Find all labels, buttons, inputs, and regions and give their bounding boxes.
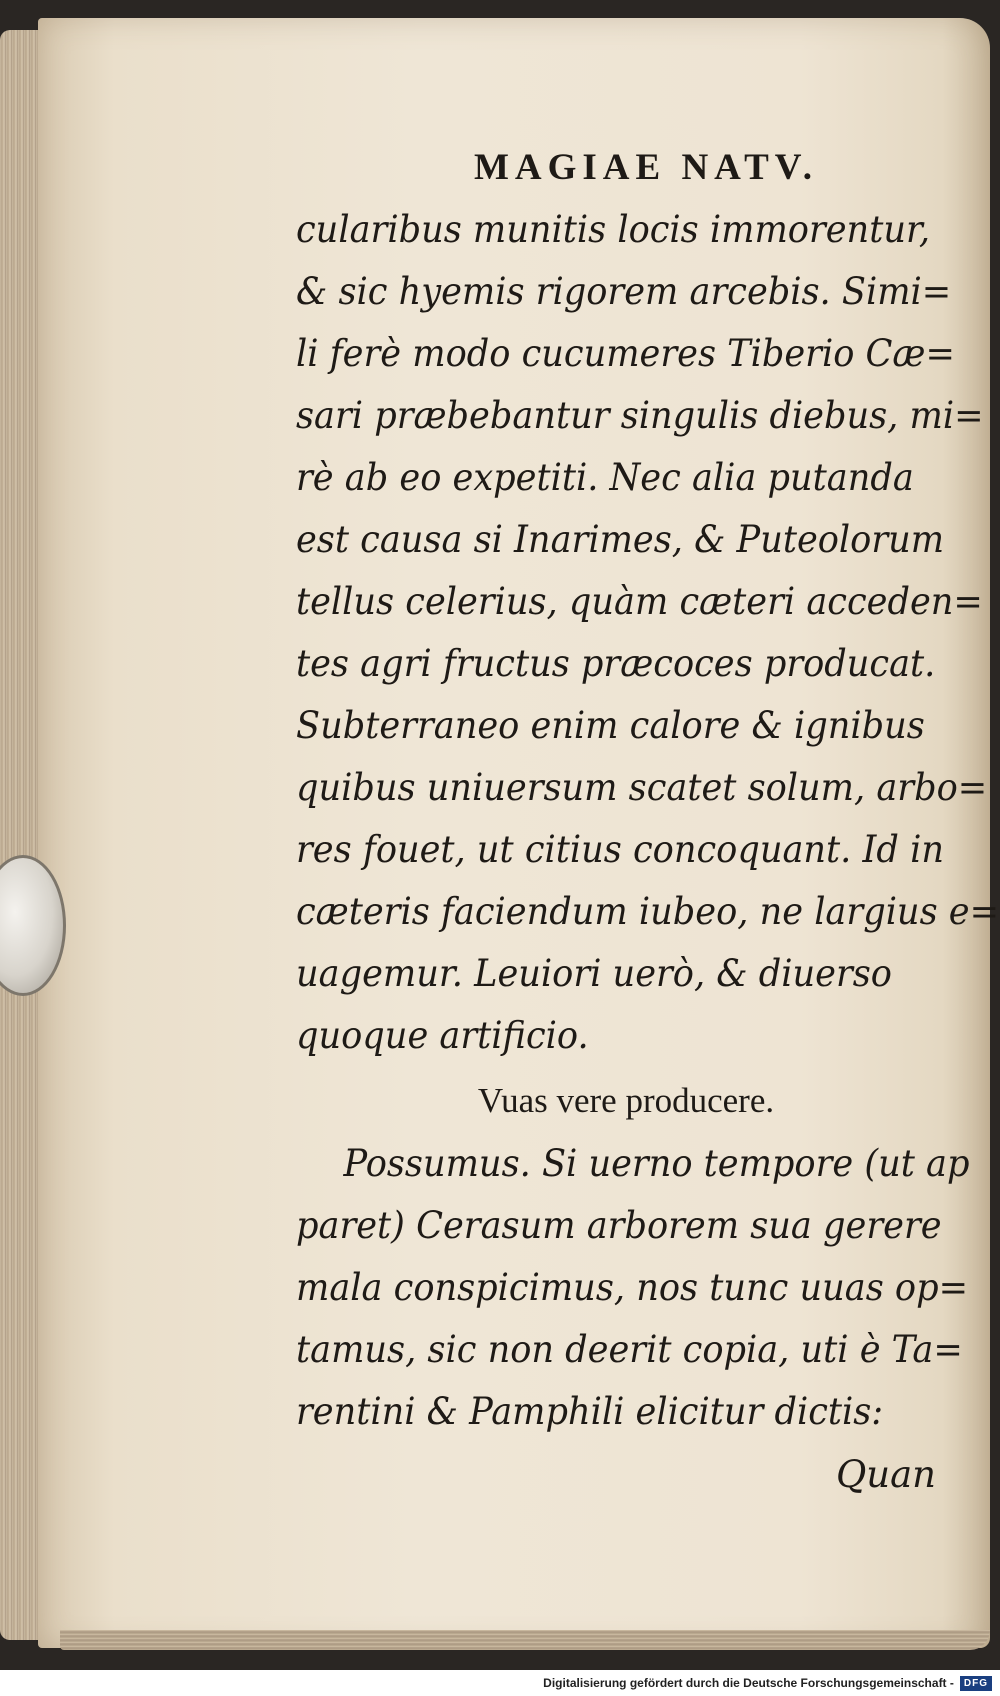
- text-line: & sic hyemis rigorem arcebis. Simi=: [296, 270, 952, 313]
- page-bottom-edges: [60, 1630, 990, 1650]
- paragraph-2: [296, 1133, 970, 1443]
- text-line: quibus uniuersum scatet solum, arbo=: [296, 766, 988, 809]
- text-line: rentini & Pamphili elicitur dictis:: [296, 1390, 884, 1433]
- paragraph-1: [296, 199, 1000, 1067]
- dfg-logo: DFG: [960, 1676, 992, 1691]
- text-line: cularibus munitis locis immorentur,: [296, 208, 931, 251]
- footer-credit: Digitalisierung gefördert durch die Deutsche Forschungsgemeinschaft -: [543, 1676, 954, 1690]
- text-line: tellus celerius, quàm cæteri acceden=: [296, 580, 983, 623]
- footer-bar: [0, 1670, 1000, 1696]
- running-head: MAGIAE NATV.: [473, 147, 819, 188]
- catchword: Quan: [835, 1453, 936, 1496]
- text-line: cæteris faciendum iubeo, ne largius e=: [296, 890, 1000, 933]
- text-line: uagemur. Leuiori uerò, & diuerso: [296, 952, 892, 995]
- text-line: Possumus. Si uerno tempore (ut ap: [343, 1142, 970, 1185]
- text-line: sari præbebantur singulis diebus, mi=: [296, 394, 984, 437]
- text-line: mala conspicimus, nos tunc uuas op=: [296, 1266, 969, 1309]
- text-line: quoque artificio.: [296, 1014, 589, 1057]
- text-line: rè ab eo expetiti. Nec alia putanda: [296, 456, 914, 499]
- text-line: est causa si Inarimes, & Puteolorum: [296, 518, 945, 561]
- text-line: res fouet, ut citius concoquant. Id in: [296, 828, 944, 871]
- text-line: paret) Cerasum arborem sua gerere: [296, 1204, 942, 1247]
- text-line: tamus, sic non deerit copia, uti è Ta=: [296, 1328, 963, 1371]
- section-heading: Vuas vere producere.: [477, 1081, 775, 1120]
- text-line: tes agri fructus præcoces producat.: [296, 642, 936, 685]
- text-line: li ferè modo cucumeres Tiberio Cæ=: [296, 332, 955, 375]
- text-line: Subterraneo enim calore & ignibus: [296, 704, 925, 747]
- text-block: [296, 146, 1000, 1507]
